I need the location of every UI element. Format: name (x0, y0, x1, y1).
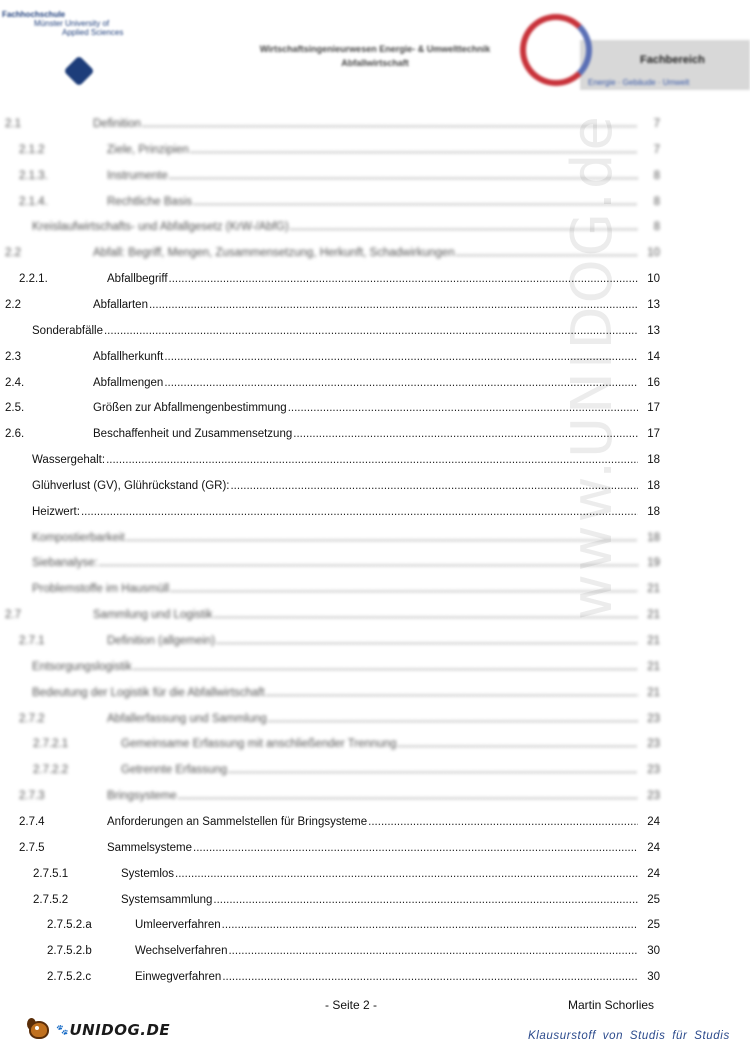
toc-entry[interactable] (0, 890, 660, 910)
toc-dot-leader (222, 915, 638, 935)
toc-entry-page: 18 (647, 505, 660, 518)
toc-entry-page: 18 (647, 454, 660, 467)
toc-entry-page: 10 (647, 273, 660, 286)
toc-entry-page: 19 (647, 557, 660, 570)
toc-dot-leader (266, 683, 638, 703)
toc-dot-leader (230, 476, 638, 496)
toc-entry[interactable] (0, 398, 660, 418)
toc-entry-page: 14 (647, 350, 660, 363)
toc-dot-leader (99, 553, 638, 573)
toc-entry-page: 18 (647, 479, 660, 492)
unidog-logo (25, 1014, 170, 1046)
toc-entry-page: 23 (647, 738, 660, 751)
toc-entry[interactable] (0, 579, 660, 599)
toc-entry-number: 2.7.5.2.a (47, 919, 92, 932)
title-line-2: Abfallwirtschaft (341, 58, 409, 68)
toc-entry-page: 21 (647, 686, 660, 699)
toc-entry[interactable] (0, 838, 660, 858)
toc-entry[interactable] (0, 424, 660, 444)
university-line-3: Applied Sciences (62, 28, 124, 37)
toc-entry-page: 18 (647, 531, 660, 544)
toc-entry-label: Rechtliche Basis (107, 192, 193, 212)
toc-dot-leader (288, 398, 638, 418)
toc-entry-label: Abfallmengen (93, 373, 164, 393)
toc-entry[interactable] (0, 864, 660, 884)
faculty-logo (520, 10, 750, 95)
toc-entry-number: 2.1 (5, 118, 21, 130)
toc-entry-number: 2.2 (5, 247, 21, 260)
toc-entry[interactable] (0, 450, 660, 470)
toc-entry[interactable] (0, 553, 660, 573)
toc-dot-leader (213, 890, 638, 910)
toc-entry-page: 30 (647, 971, 660, 984)
toc-entry-label: Systemlos (121, 864, 175, 884)
toc-entry-page: 21 (647, 609, 660, 622)
toc-entry-page: 8 (653, 195, 660, 208)
toc-entry-page: 8 (653, 169, 660, 182)
toc-entry-label: Wechselverfahren (135, 941, 228, 961)
toc-entry-number: 2.3 (5, 350, 21, 363)
toc-entry-page: 23 (647, 764, 660, 777)
toc-entry[interactable] (0, 941, 660, 961)
toc-dot-leader (398, 734, 638, 754)
toc-entry-label: Wassergehalt: (32, 450, 106, 470)
toc-dot-leader (228, 760, 638, 780)
toc-entry-label: Umleerverfahren (135, 915, 222, 935)
toc-entry[interactable] (0, 528, 660, 548)
toc-entry-page: 16 (647, 376, 660, 389)
toc-entry-number: 2.7.2 (19, 712, 45, 725)
toc-entry-number: 2.7 (5, 609, 21, 622)
toc-entry-number: 2.6. (5, 428, 25, 441)
toc-dot-leader (193, 192, 638, 212)
toc-entry-number: 2.7.2.1 (33, 738, 69, 751)
toc-dot-leader (133, 657, 638, 677)
toc-entry-label: Bedeutung der Logistik für die Abfallwirtschaft (32, 683, 266, 703)
toc-entry-page: 21 (647, 635, 660, 647)
toc-entry-label: Sammlung und Logistik (93, 605, 214, 625)
toc-entry[interactable] (0, 373, 660, 393)
faculty-subtitle: Energie · Gebäude · Umwelt (588, 78, 690, 87)
toc-entry-page: 30 (647, 945, 660, 958)
toc-dot-leader (126, 528, 638, 548)
toc-entry-label: Einwegverfahren (135, 967, 222, 987)
university-logo (2, 10, 172, 37)
toc-entry[interactable] (0, 605, 660, 625)
toc-entry-label: Bringsysteme (107, 786, 178, 806)
toc-dot-leader (175, 864, 638, 884)
toc-dot-leader (216, 631, 638, 651)
toc-entry-label: Kreislaufwirtschafts- und Abfallgesetz (KrW-/AbfG) (32, 217, 290, 237)
toc-entry-number: 2.7.5.2.c (47, 971, 92, 984)
toc-entry-label: Anforderungen an Sammelstellen für Bringsysteme (107, 812, 368, 832)
toc-dot-leader (169, 269, 638, 289)
toc-entry-label: Getrennte Erfassung (121, 760, 228, 780)
toc-entry[interactable] (0, 166, 660, 186)
university-line-1: Fachhochschule (2, 10, 66, 19)
university-line-2: Münster University of (34, 19, 110, 28)
toc-dot-leader (293, 424, 638, 444)
toc-entry-page: 13 (647, 298, 660, 311)
toc-entry-page: 21 (647, 583, 660, 596)
toc-entry[interactable] (0, 631, 660, 651)
toc-entry-page: 7 (653, 143, 660, 156)
toc-entry-label: Instrumente (107, 166, 169, 186)
toc-entry-number: 2.2.1. (19, 273, 48, 286)
toc-dot-leader (290, 217, 638, 237)
toc-entry-number: 2.7.4 (19, 815, 45, 828)
title-line-1: Wirtschaftsingenieurwesen Energie- & Umwelttechnik (259, 44, 491, 54)
toc-entry-number: 2.7.5 (19, 841, 45, 854)
toc-dot-leader (178, 786, 638, 806)
toc-entry-label: Definition (allgemein) (107, 631, 216, 651)
toc-entry-page: 24 (647, 841, 660, 854)
dog-mascot-icon (25, 1015, 55, 1045)
toc-dot-leader (268, 709, 638, 729)
toc-dot-leader (149, 295, 638, 315)
toc-entry[interactable] (0, 812, 660, 832)
faculty-label: Fachbereich (640, 54, 705, 66)
toc-entry-page: 17 (647, 402, 660, 415)
toc-dot-leader (142, 114, 638, 134)
toc-entry-page: 25 (647, 893, 660, 906)
toc-entry-label: Abfall: Begriff, Mengen, Zusammensetzung, Herkunft, Schadwirkungen (93, 243, 456, 263)
toc-entry-number: 2.2 (5, 298, 21, 311)
toc-entry-number: 2.1.2 (19, 143, 45, 156)
toc-dot-leader (228, 941, 638, 961)
toc-entry-label: Beschaffenheit und Zusammensetzung (93, 424, 293, 444)
toc-entry-page: 10 (647, 247, 660, 260)
toc-entry-number: 2.7.3 (19, 790, 45, 803)
toc-entry[interactable] (0, 760, 660, 780)
toc-entry-page: 23 (647, 712, 660, 725)
watermark-text: www.UNIDOG.de (560, 113, 625, 620)
university-emblem-icon (63, 55, 94, 86)
toc-entry-number: 2.1.4. (19, 195, 48, 208)
toc-dot-leader (222, 967, 638, 987)
toc-dot-leader (104, 321, 638, 341)
faculty-circle-icon (520, 14, 592, 86)
toc-entry-page: 7 (653, 118, 660, 130)
toc-entry[interactable] (0, 734, 660, 754)
toc-entry-label: Kompostierbarkeit (32, 528, 126, 548)
toc-dot-leader (81, 502, 638, 522)
toc-entry-number: 2.1.3. (19, 169, 48, 182)
toc-dot-leader (456, 243, 638, 263)
toc-entry[interactable] (0, 114, 660, 134)
toc-dot-leader (164, 373, 638, 393)
toc-entry-label: Sonderabfälle (32, 321, 104, 341)
toc-dot-leader (368, 812, 638, 832)
toc-entry[interactable] (0, 321, 660, 341)
toc-dot-leader (170, 579, 638, 599)
toc-entry-number: 2.7.5.2.b (47, 945, 92, 958)
page-header (0, 0, 750, 100)
toc-entry-page: 25 (647, 919, 660, 932)
page-number: - Seite 2 - (325, 998, 378, 1012)
toc-entry[interactable] (0, 967, 660, 987)
toc-entry-number: 2.7.2.2 (33, 764, 69, 777)
toc-entry-label: Ziele, Prinzipien (107, 140, 190, 160)
brand-text: UNIDOG.DE (69, 1021, 171, 1039)
toc-entry-page: 24 (647, 867, 660, 880)
toc-entry-label: Siebanalyse: (32, 553, 99, 573)
toc-entry[interactable] (0, 192, 660, 212)
toc-entry-label: Abfallarten (93, 295, 149, 315)
toc-entry[interactable] (0, 269, 660, 289)
toc-entry-label: Abfallerfassung und Sammlung (107, 709, 268, 729)
toc-entry-label: Systemsammlung (121, 890, 213, 910)
toc-entry-number: 2.4. (5, 376, 25, 389)
toc-entry-number: 2.5. (5, 402, 25, 415)
toc-entry-page: 21 (647, 660, 660, 673)
toc-dot-leader (190, 140, 638, 160)
toc-entry[interactable] (0, 217, 660, 237)
toc-entry[interactable] (0, 502, 660, 522)
tagline: Klausurstoff von Studis für Studis (528, 1030, 730, 1042)
toc-entry-page: 8 (653, 221, 660, 234)
toc-entry-page: 13 (647, 324, 660, 337)
toc-entry-label: Glühverlust (GV), Glührückstand (GR): (32, 476, 230, 496)
toc-entry[interactable] (0, 476, 660, 496)
toc-entry-label: Entsorgungslogistik (32, 657, 133, 677)
toc-entry-label: Gemeinsame Erfassung mit anschließender Trennung (121, 734, 398, 754)
toc-dot-leader (193, 838, 638, 858)
toc-entry-page: 17 (647, 428, 660, 441)
author-name: Martin Schorlies (568, 998, 655, 1012)
toc-entry[interactable] (0, 140, 660, 160)
toc-entry[interactable] (0, 709, 660, 729)
toc-entry-page: 23 (647, 790, 660, 803)
toc-dot-leader (169, 166, 638, 186)
toc-entry-label: Sammelsysteme (107, 838, 193, 858)
toc-dot-leader (214, 605, 638, 625)
document-title (210, 42, 540, 70)
toc-entry[interactable] (0, 915, 660, 935)
toc-entry-label: Heizwert: (32, 502, 81, 522)
paw-icon: 🐾 (56, 1024, 69, 1036)
toc-entry[interactable] (0, 683, 660, 703)
toc-entry[interactable] (0, 786, 660, 806)
toc-entry-label: Größen zur Abfallmengenbestimmung (93, 398, 288, 418)
toc-dot-leader (106, 450, 638, 470)
toc-entry[interactable] (0, 657, 660, 677)
toc-entry-number: 2.7.5.2 (33, 893, 69, 906)
toc-entry[interactable] (0, 347, 660, 367)
toc-entry[interactable] (0, 295, 660, 315)
toc-entry-label: Abfallbegriff (107, 269, 169, 289)
toc-entry-number: 2.7.5.1 (33, 867, 69, 880)
toc-dot-leader (164, 347, 638, 367)
toc-entry[interactable] (0, 243, 660, 263)
toc-entry-label: Problemstoffe im Hausmüll (32, 579, 170, 599)
toc-entry-label: Definition (93, 114, 142, 134)
toc-entry-number: 2.7.1 (19, 635, 45, 647)
toc-entry-label: Abfallherkunft (93, 347, 164, 367)
toc-entry-page: 24 (647, 815, 660, 828)
